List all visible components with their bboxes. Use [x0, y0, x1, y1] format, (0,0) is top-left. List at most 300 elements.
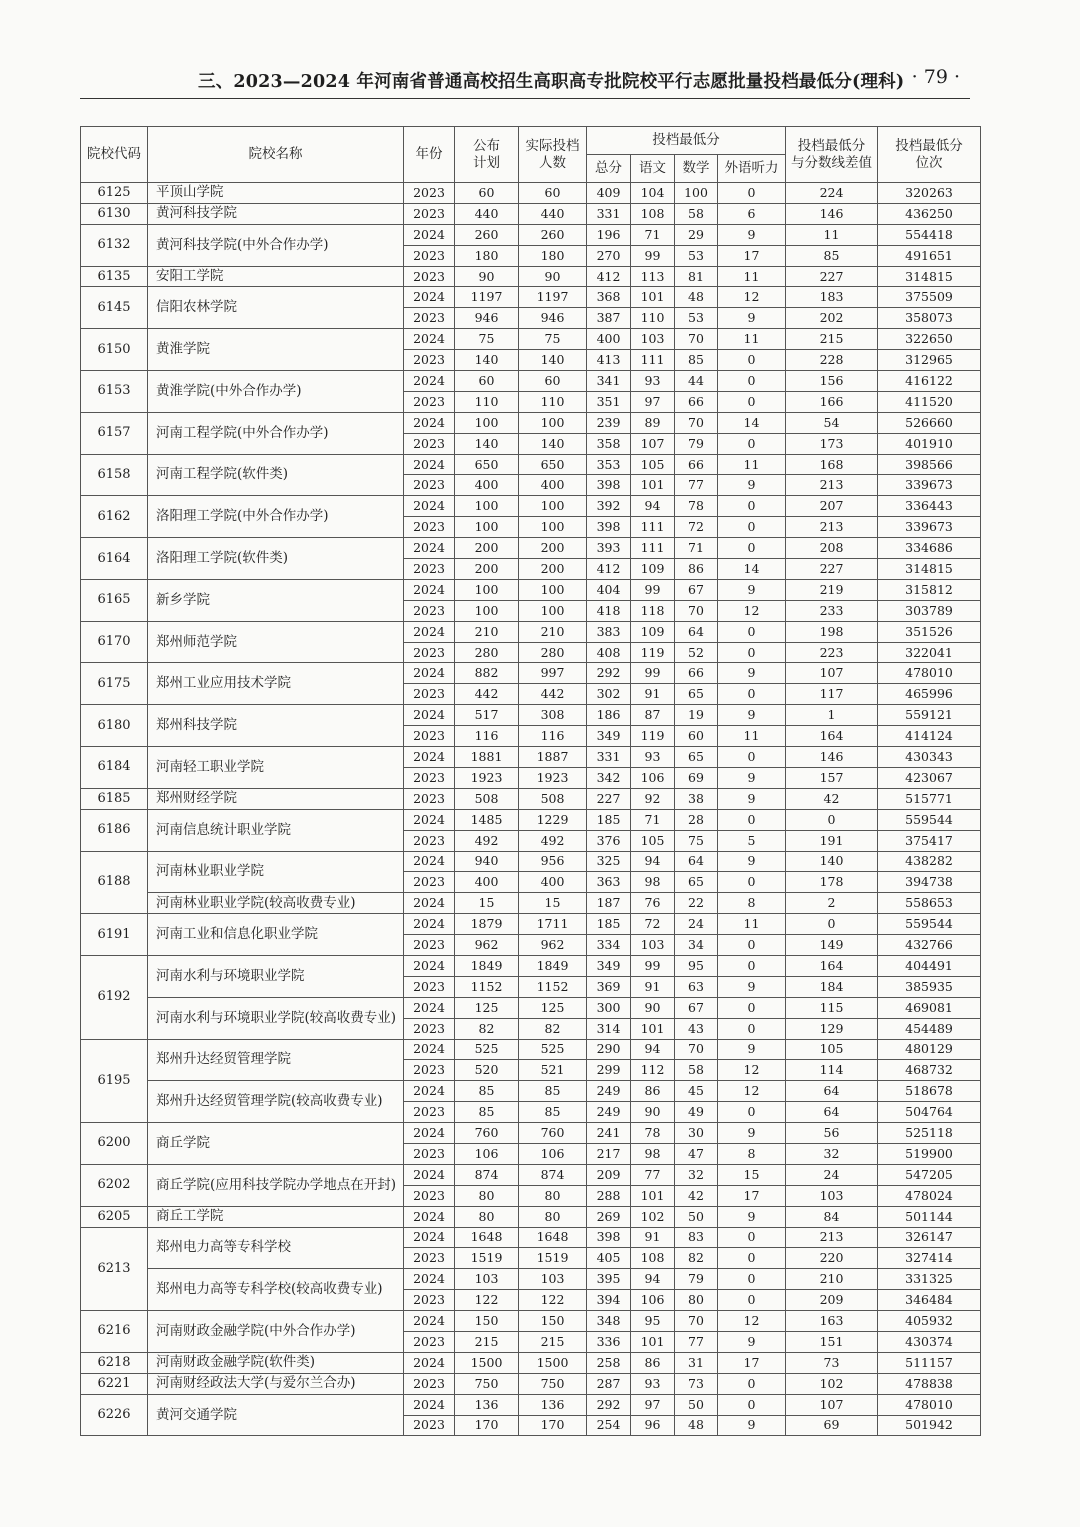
admitted-cell: 997 — [519, 663, 587, 684]
year-cell: 2023 — [404, 517, 455, 538]
school-name: 河南林业职业学院(较高收费专业) — [148, 893, 404, 914]
page-header — [80, 64, 970, 99]
foreign-listening-cell: 9 — [718, 788, 786, 809]
plan-cell: 82 — [455, 1018, 519, 1039]
math-score-cell: 53 — [675, 308, 718, 329]
school-code: 6145 — [81, 287, 148, 329]
math-score-cell: 80 — [675, 1290, 718, 1311]
chinese-score-cell: 111 — [631, 350, 675, 371]
year-cell: 2023 — [404, 1331, 455, 1352]
admitted-cell: 110 — [519, 391, 587, 412]
chinese-score-cell: 96 — [631, 1415, 675, 1436]
plan-cell: 106 — [455, 1143, 519, 1164]
plan-cell: 140 — [455, 433, 519, 454]
plan-cell: 100 — [455, 412, 519, 433]
rank-cell: 480129 — [878, 1039, 981, 1060]
school-code: 6213 — [81, 1227, 148, 1311]
score-diff-cell: 173 — [786, 433, 878, 454]
chinese-score-cell: 77 — [631, 1164, 675, 1185]
plan-cell: 170 — [455, 1415, 519, 1436]
year-cell: 2024 — [404, 1081, 455, 1102]
school-name: 河南工业和信息化职业学院 — [148, 914, 404, 956]
table-row — [81, 183, 981, 204]
plan-cell: 508 — [455, 788, 519, 809]
chinese-score-cell: 91 — [631, 976, 675, 997]
foreign-listening-cell: 11 — [718, 454, 786, 475]
chinese-score-cell: 90 — [631, 997, 675, 1018]
total-score-cell: 187 — [587, 893, 631, 914]
rank-cell: 411520 — [878, 391, 981, 412]
school-code: 6186 — [81, 809, 148, 851]
foreign-listening-cell: 6 — [718, 203, 786, 224]
rank-cell: 501144 — [878, 1206, 981, 1227]
plan-cell: 210 — [455, 621, 519, 642]
school-code: 6157 — [81, 412, 148, 454]
school-name: 河南财经政法大学(与爱尔兰合办) — [148, 1373, 404, 1394]
school-name: 郑州升达经贸管理学院(较高收费专业) — [148, 1081, 404, 1123]
year-cell: 2023 — [404, 391, 455, 412]
plan-cell: 400 — [455, 872, 519, 893]
chinese-score-cell: 106 — [631, 1290, 675, 1311]
school-name: 平顶山学院 — [148, 183, 404, 204]
total-score-cell: 418 — [587, 600, 631, 621]
chinese-score-cell: 112 — [631, 1060, 675, 1081]
chinese-score-cell: 93 — [631, 371, 675, 392]
math-score-cell: 45 — [675, 1081, 718, 1102]
total-score-cell: 270 — [587, 245, 631, 266]
foreign-listening-cell: 11 — [718, 914, 786, 935]
year-cell: 2023 — [404, 684, 455, 705]
total-score-cell: 413 — [587, 350, 631, 371]
admitted-cell: 1923 — [519, 767, 587, 788]
year-cell: 2024 — [404, 1311, 455, 1332]
math-score-cell: 83 — [675, 1227, 718, 1248]
total-score-cell: 351 — [587, 391, 631, 412]
chinese-score-cell: 111 — [631, 538, 675, 559]
plan-cell: 760 — [455, 1123, 519, 1144]
foreign-listening-cell: 15 — [718, 1164, 786, 1185]
admitted-cell: 200 — [519, 559, 587, 580]
foreign-listening-cell: 9 — [718, 308, 786, 329]
foreign-listening-cell: 9 — [718, 851, 786, 872]
plan-cell: 15 — [455, 893, 519, 914]
school-code: 6175 — [81, 663, 148, 705]
score-diff-cell: 149 — [786, 935, 878, 956]
school-name: 河南水利与环境职业学院(较高收费专业) — [148, 997, 404, 1039]
foreign-listening-cell: 0 — [718, 391, 786, 412]
score-diff-cell: 115 — [786, 997, 878, 1018]
math-score-cell: 86 — [675, 559, 718, 580]
rank-cell: 469081 — [878, 997, 981, 1018]
score-diff-cell: 54 — [786, 412, 878, 433]
year-cell: 2024 — [404, 1227, 455, 1248]
score-diff-cell: 213 — [786, 475, 878, 496]
chinese-score-cell: 111 — [631, 517, 675, 538]
chinese-score-cell: 91 — [631, 684, 675, 705]
chinese-score-cell: 99 — [631, 579, 675, 600]
total-score-cell: 239 — [587, 412, 631, 433]
col-chinese: 语文 — [631, 155, 675, 183]
chinese-score-cell: 94 — [631, 1269, 675, 1290]
rank-cell: 554418 — [878, 224, 981, 245]
math-score-cell: 66 — [675, 391, 718, 412]
rank-cell: 491651 — [878, 245, 981, 266]
table-body — [81, 183, 981, 1436]
admitted-cell: 280 — [519, 642, 587, 663]
rank-cell: 515771 — [878, 788, 981, 809]
year-cell: 2024 — [404, 371, 455, 392]
total-score-cell: 394 — [587, 1290, 631, 1311]
rank-cell: 478838 — [878, 1373, 981, 1394]
school-code: 6180 — [81, 705, 148, 747]
foreign-listening-cell: 0 — [718, 371, 786, 392]
table-row — [81, 1269, 981, 1290]
rank-cell: 358073 — [878, 308, 981, 329]
score-diff-cell: 168 — [786, 454, 878, 475]
total-score-cell: 288 — [587, 1185, 631, 1206]
total-score-cell: 249 — [587, 1102, 631, 1123]
plan-cell: 200 — [455, 559, 519, 580]
admitted-cell: 85 — [519, 1081, 587, 1102]
chinese-score-cell: 101 — [631, 1331, 675, 1352]
year-cell: 2023 — [404, 1143, 455, 1164]
page-title: 三、2023—2024 年河南省普通高校招生高职高专批院校平行志愿批量投档最低分(理科) — [198, 72, 905, 92]
chinese-score-cell: 72 — [631, 914, 675, 935]
plan-cell: 60 — [455, 183, 519, 204]
plan-cell: 400 — [455, 475, 519, 496]
rank-cell: 558653 — [878, 893, 981, 914]
plan-cell: 525 — [455, 1039, 519, 1060]
school-code: 6226 — [81, 1394, 148, 1436]
score-diff-cell: 219 — [786, 579, 878, 600]
math-score-cell: 95 — [675, 955, 718, 976]
math-score-cell: 78 — [675, 496, 718, 517]
admitted-cell: 100 — [519, 517, 587, 538]
year-cell: 2024 — [404, 1352, 455, 1373]
plan-cell: 492 — [455, 830, 519, 851]
plan-cell: 750 — [455, 1373, 519, 1394]
score-diff-cell: 157 — [786, 767, 878, 788]
score-diff-cell: 164 — [786, 726, 878, 747]
admitted-cell: 60 — [519, 183, 587, 204]
school-name: 郑州师范学院 — [148, 621, 404, 663]
year-cell: 2024 — [404, 621, 455, 642]
chinese-score-cell: 78 — [631, 1123, 675, 1144]
school-name: 河南工程学院(软件类) — [148, 454, 404, 496]
foreign-listening-cell: 8 — [718, 893, 786, 914]
foreign-listening-cell: 9 — [718, 1039, 786, 1060]
plan-cell: 80 — [455, 1185, 519, 1206]
rank-cell: 519900 — [878, 1143, 981, 1164]
admitted-cell: 200 — [519, 538, 587, 559]
chinese-score-cell: 71 — [631, 809, 675, 830]
school-code: 6132 — [81, 224, 148, 266]
foreign-listening-cell: 0 — [718, 684, 786, 705]
total-score-cell: 387 — [587, 308, 631, 329]
admitted-cell: 122 — [519, 1290, 587, 1311]
foreign-listening-cell: 12 — [718, 287, 786, 308]
total-score-cell: 334 — [587, 935, 631, 956]
school-code: 6153 — [81, 371, 148, 413]
math-score-cell: 49 — [675, 1102, 718, 1123]
table-row — [81, 1164, 981, 1185]
total-score-cell: 325 — [587, 851, 631, 872]
plan-cell: 1923 — [455, 767, 519, 788]
table-row — [81, 997, 981, 1018]
admitted-cell: 1197 — [519, 287, 587, 308]
score-diff-cell: 146 — [786, 747, 878, 768]
rank-cell: 315812 — [878, 579, 981, 600]
total-score-cell: 269 — [587, 1206, 631, 1227]
math-score-cell: 70 — [675, 412, 718, 433]
table-row — [81, 747, 981, 768]
rank-cell: 303789 — [878, 600, 981, 621]
chinese-score-cell: 89 — [631, 412, 675, 433]
admitted-cell: 400 — [519, 872, 587, 893]
table-row — [81, 1373, 981, 1394]
year-cell: 2024 — [404, 851, 455, 872]
plan-cell: 215 — [455, 1331, 519, 1352]
plan-cell: 440 — [455, 203, 519, 224]
chinese-score-cell: 101 — [631, 287, 675, 308]
admitted-cell: 308 — [519, 705, 587, 726]
plan-cell: 962 — [455, 935, 519, 956]
year-cell: 2024 — [404, 1039, 455, 1060]
total-score-cell: 249 — [587, 1081, 631, 1102]
school-name: 黄河科技学院(中外合作办学) — [148, 224, 404, 266]
school-code: 6125 — [81, 183, 148, 204]
year-cell: 2024 — [404, 663, 455, 684]
foreign-listening-cell: 9 — [718, 1331, 786, 1352]
admitted-cell: 125 — [519, 997, 587, 1018]
foreign-listening-cell: 0 — [718, 935, 786, 956]
year-cell: 2023 — [404, 642, 455, 663]
score-diff-cell: 32 — [786, 1143, 878, 1164]
math-score-cell: 81 — [675, 266, 718, 287]
school-code: 6191 — [81, 914, 148, 956]
score-diff-cell: 129 — [786, 1018, 878, 1039]
total-score-cell: 363 — [587, 872, 631, 893]
year-cell: 2023 — [404, 559, 455, 580]
year-cell: 2023 — [404, 788, 455, 809]
math-score-cell: 69 — [675, 767, 718, 788]
year-cell: 2023 — [404, 1415, 455, 1436]
math-score-cell: 60 — [675, 726, 718, 747]
foreign-listening-cell: 0 — [718, 955, 786, 976]
foreign-listening-cell: 14 — [718, 412, 786, 433]
plan-cell: 90 — [455, 266, 519, 287]
admitted-cell: 100 — [519, 600, 587, 621]
year-cell: 2024 — [404, 412, 455, 433]
year-cell: 2024 — [404, 538, 455, 559]
admitted-cell: 760 — [519, 1123, 587, 1144]
foreign-listening-cell: 0 — [718, 1227, 786, 1248]
admitted-cell: 103 — [519, 1269, 587, 1290]
rank-cell: 375417 — [878, 830, 981, 851]
plan-cell: 110 — [455, 391, 519, 412]
year-cell: 2023 — [404, 830, 455, 851]
chinese-score-cell: 97 — [631, 391, 675, 412]
score-diff-cell: 69 — [786, 1415, 878, 1436]
rank-cell: 504764 — [878, 1102, 981, 1123]
math-score-cell: 67 — [675, 579, 718, 600]
plan-cell: 80 — [455, 1206, 519, 1227]
score-diff-cell: 2 — [786, 893, 878, 914]
admitted-cell: 521 — [519, 1060, 587, 1081]
rank-cell: 405932 — [878, 1311, 981, 1332]
year-cell: 2023 — [404, 350, 455, 371]
plan-cell: 1648 — [455, 1227, 519, 1248]
table-row — [81, 287, 981, 308]
year-cell: 2023 — [404, 475, 455, 496]
math-score-cell: 71 — [675, 538, 718, 559]
total-score-cell: 358 — [587, 433, 631, 454]
rank-cell: 339673 — [878, 475, 981, 496]
year-cell: 2023 — [404, 935, 455, 956]
score-diff-cell: 105 — [786, 1039, 878, 1060]
foreign-listening-cell: 5 — [718, 830, 786, 851]
school-name: 河南信息统计职业学院 — [148, 809, 404, 851]
school-code: 6135 — [81, 266, 148, 287]
rank-cell: 375509 — [878, 287, 981, 308]
score-diff-cell: 227 — [786, 266, 878, 287]
math-score-cell: 63 — [675, 976, 718, 997]
admitted-cell: 90 — [519, 266, 587, 287]
plan-cell: 85 — [455, 1081, 519, 1102]
foreign-listening-cell: 12 — [718, 1081, 786, 1102]
plan-cell: 882 — [455, 663, 519, 684]
rank-cell: 501942 — [878, 1415, 981, 1436]
chinese-score-cell: 107 — [631, 433, 675, 454]
admitted-cell: 215 — [519, 1331, 587, 1352]
chinese-score-cell: 108 — [631, 1248, 675, 1269]
table-row — [81, 955, 981, 976]
total-score-cell: 292 — [587, 663, 631, 684]
year-cell: 2024 — [404, 579, 455, 600]
admitted-cell: 525 — [519, 1039, 587, 1060]
school-code: 6130 — [81, 203, 148, 224]
score-diff-cell: 107 — [786, 663, 878, 684]
table-row — [81, 1394, 981, 1415]
rank-cell: 322650 — [878, 329, 981, 350]
admitted-cell: 1711 — [519, 914, 587, 935]
foreign-listening-cell: 0 — [718, 496, 786, 517]
foreign-listening-cell: 12 — [718, 1060, 786, 1081]
year-cell: 2023 — [404, 433, 455, 454]
total-score-cell: 209 — [587, 1164, 631, 1185]
chinese-score-cell: 99 — [631, 663, 675, 684]
math-score-cell: 65 — [675, 747, 718, 768]
math-score-cell: 22 — [675, 893, 718, 914]
school-name: 河南工程学院(中外合作办学) — [148, 412, 404, 454]
total-score-cell: 412 — [587, 266, 631, 287]
school-name: 信阳农林学院 — [148, 287, 404, 329]
school-name: 商丘学院 — [148, 1123, 404, 1165]
chinese-score-cell: 98 — [631, 872, 675, 893]
rank-cell: 351526 — [878, 621, 981, 642]
table-row — [81, 788, 981, 809]
score-diff-cell: 102 — [786, 1373, 878, 1394]
chinese-score-cell: 102 — [631, 1206, 675, 1227]
total-score-cell: 336 — [587, 1331, 631, 1352]
foreign-listening-cell: 9 — [718, 475, 786, 496]
score-diff-cell: 163 — [786, 1311, 878, 1332]
math-score-cell: 32 — [675, 1164, 718, 1185]
math-score-cell: 24 — [675, 914, 718, 935]
year-cell: 2023 — [404, 1290, 455, 1311]
admitted-cell: 75 — [519, 329, 587, 350]
math-score-cell: 64 — [675, 851, 718, 872]
col-admitted: 实际投档 人数 — [519, 127, 587, 183]
score-diff-cell: 56 — [786, 1123, 878, 1144]
year-cell: 2024 — [404, 955, 455, 976]
year-cell: 2023 — [404, 1248, 455, 1269]
plan-cell: 1500 — [455, 1352, 519, 1373]
score-diff-cell: 233 — [786, 600, 878, 621]
foreign-listening-cell: 0 — [718, 997, 786, 1018]
plan-cell: 946 — [455, 308, 519, 329]
page-number: · 79 · — [911, 66, 960, 88]
admitted-cell: 100 — [519, 496, 587, 517]
year-cell: 2023 — [404, 1018, 455, 1039]
rank-cell: 416122 — [878, 371, 981, 392]
score-diff-cell: 156 — [786, 371, 878, 392]
admitted-cell: 170 — [519, 1415, 587, 1436]
school-code: 6188 — [81, 851, 148, 914]
foreign-listening-cell: 12 — [718, 1311, 786, 1332]
rank-cell: 322041 — [878, 642, 981, 663]
rank-cell: 339673 — [878, 517, 981, 538]
col-year: 年份 — [404, 127, 455, 183]
year-cell: 2023 — [404, 203, 455, 224]
rank-cell: 320263 — [878, 183, 981, 204]
math-score-cell: 58 — [675, 203, 718, 224]
school-code: 6170 — [81, 621, 148, 663]
plan-cell: 1152 — [455, 976, 519, 997]
col-foreign: 外语听力 — [718, 155, 786, 183]
plan-cell: 940 — [455, 851, 519, 872]
school-name: 洛阳理工学院(中外合作办学) — [148, 496, 404, 538]
plan-cell: 260 — [455, 224, 519, 245]
table-row — [81, 538, 981, 559]
rank-cell: 511157 — [878, 1352, 981, 1373]
total-score-cell: 341 — [587, 371, 631, 392]
plan-cell: 1519 — [455, 1248, 519, 1269]
school-name: 商丘工学院 — [148, 1206, 404, 1227]
chinese-score-cell: 95 — [631, 1311, 675, 1332]
foreign-listening-cell: 0 — [718, 1248, 786, 1269]
admitted-cell: 100 — [519, 412, 587, 433]
foreign-listening-cell: 0 — [718, 183, 786, 204]
total-score-cell: 254 — [587, 1415, 631, 1436]
col-total: 总分 — [587, 155, 631, 183]
score-diff-cell: 103 — [786, 1185, 878, 1206]
chinese-score-cell: 99 — [631, 955, 675, 976]
year-cell: 2024 — [404, 496, 455, 517]
table-row — [81, 496, 981, 517]
school-name: 郑州科技学院 — [148, 705, 404, 747]
foreign-listening-cell: 0 — [718, 809, 786, 830]
year-cell: 2023 — [404, 308, 455, 329]
admitted-cell: 116 — [519, 726, 587, 747]
chinese-score-cell: 93 — [631, 1373, 675, 1394]
foreign-listening-cell: 9 — [718, 1415, 786, 1436]
total-score-cell: 241 — [587, 1123, 631, 1144]
score-diff-cell: 223 — [786, 642, 878, 663]
table-row — [81, 412, 981, 433]
score-diff-cell: 191 — [786, 830, 878, 851]
school-code: 6162 — [81, 496, 148, 538]
